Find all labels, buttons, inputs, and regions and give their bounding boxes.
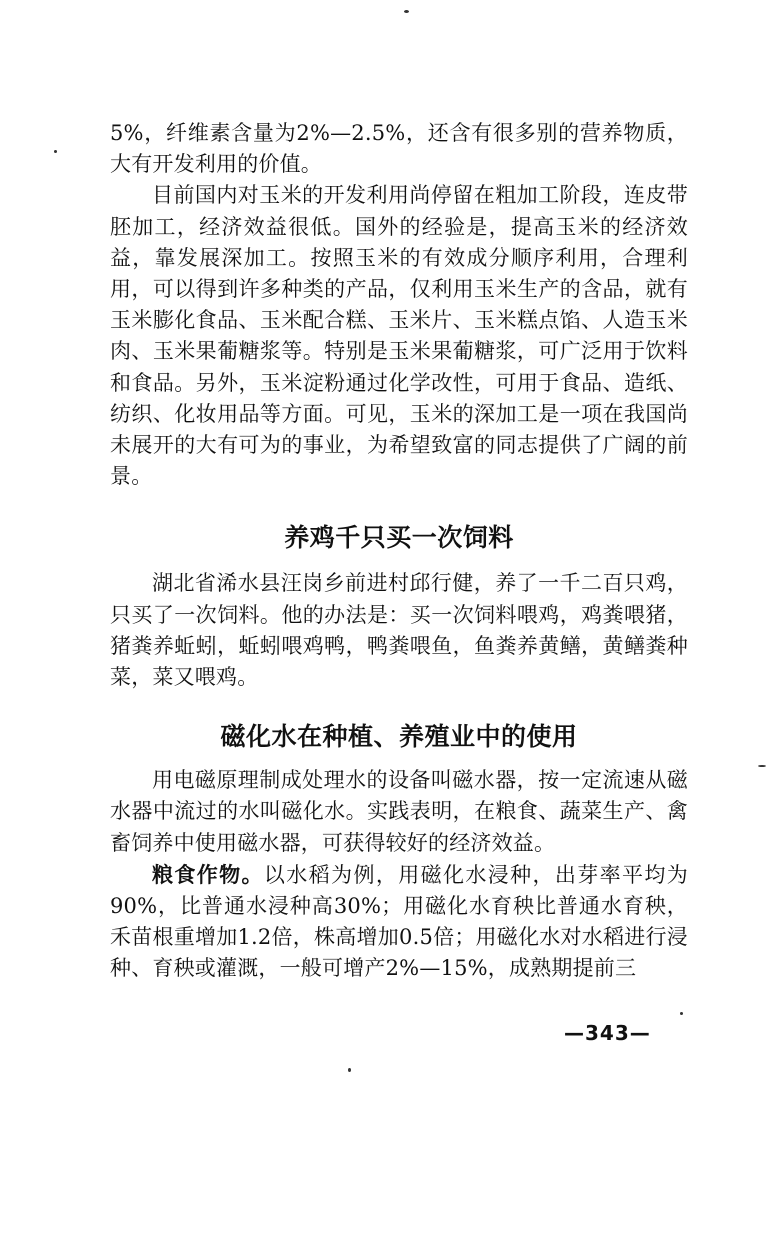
page-number: —343—: [564, 1021, 651, 1045]
grain-crops-body: 以水稻为例，用磁化水浸种，出芽率平均为90%，比普通水浸种高30%；用磁化水育秧比普通水育秧，禾苗根重增加1.2倍，株高增加0.5倍；用磁化水对水稻进行浸种、育秧或灌溉，一般可增产2%—15%，成熟期提前三: [110, 862, 688, 981]
grain-crops-lead: 粮食作物。: [152, 861, 264, 887]
section-heading-magnetized-water: 磁化水在种植、养殖业中的使用: [220, 722, 578, 752]
scan-speck: [758, 765, 766, 767]
scan-speck: [680, 1012, 683, 1015]
paragraph-corn-processing: 目前国内对玉米的开发利用尚停留在粗加工阶段，连皮带胚加工，经济效益很低。国外的经验是，提高玉米的经济效益，靠发展深加工。按照玉米的有效成分顺序利用，合理利用，可以得到许多种类的产品，仅利用玉米生产的含品，就有玉米膨化食品、玉米配合糕、玉米片、玉米糕点馅、人造玉米肉、玉米果葡糖浆等。特别是玉米果葡糖浆，可广泛用于饮料和食品。另外，玉米淀粉通过化学改性，可用于食品、造纸、纺织、化妆用品等方面。可见，玉米的深加工是一项在我国尚未展开的大有可为的事业，为希望致富的同志提供了广阔的前景。: [110, 183, 688, 489]
paragraph-corn-nutrition: 5%，纤维素含量为2%—2.5%，还含有很多别的营养物质，大有开发利用的价值。: [110, 121, 688, 177]
page-body: [110, 118, 688, 985]
paragraph-magnetized-water-intro: 用电磁原理制成处理水的设备叫磁水器，按一定流速从磁水器中流过的水叫磁化水。实践表明，在粮食、蔬菜生产、禽畜饲养中使用磁水器，可获得较好的经济效益。: [110, 768, 688, 855]
paragraph-chicken-feed: 湖北省浠水县汪岗乡前进村邱行健，养了一千二百只鸡，只买了一次饲料。他的办法是：买一次饲料喂鸡，鸡粪喂猪，猪粪养蚯蚓，蚯蚓喂鸡鸭，鸭粪喂鱼，鱼粪养黄鳝，黄鳝粪种菜，菜又喂鸡。: [110, 571, 688, 690]
paragraph-grain-crops: [110, 859, 688, 985]
section-heading-chicken-feed: 养鸡千只买一次饲料: [284, 523, 514, 553]
scan-speck: [404, 10, 409, 13]
scan-speck: [348, 1068, 351, 1072]
scan-speck: [54, 150, 57, 153]
